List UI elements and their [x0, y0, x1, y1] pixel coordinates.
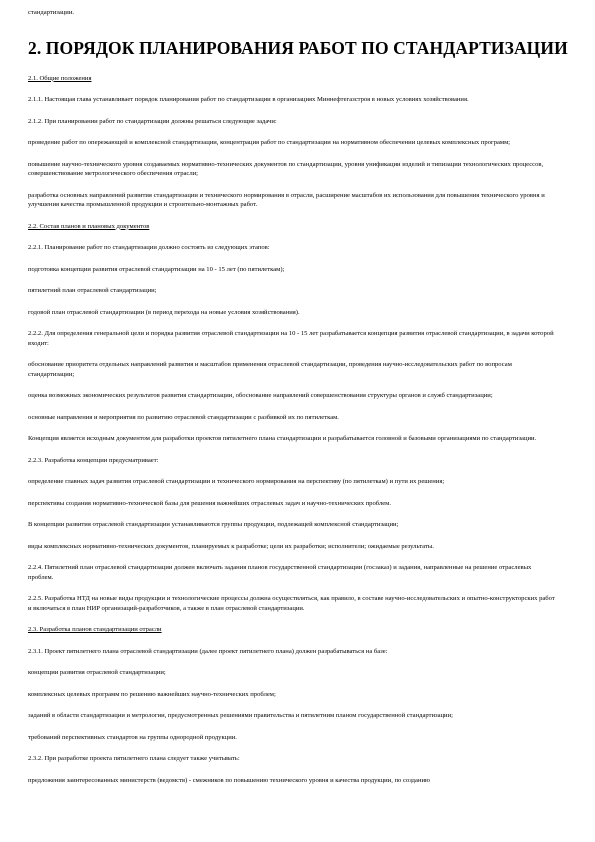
paragraph: Концепция является исходным документом для разработки проектов пятилетнего плана стандартизации и разрабатывается головной и базовыми организациями по стандартизации. — [28, 435, 537, 442]
previous-text-tail: стандартизации. — [28, 9, 75, 16]
paragraph: 2.1.2. При планировании работ по стандартизации должны решаться следующие задачи: — [28, 117, 277, 125]
paragraph: 2.2.4. Пятилетний план отраслевой стандартизации должен включать задания планов государственной стандартизации (госзаказ) и задания, направленные на решение отраслевых проблем. — [28, 564, 532, 581]
paragraph: повышение научно-технического уровня создаваемых нормативно-технических документов по стандартизации, уровня унификации изделий и типизации технологических процессов, совершенствование метрологического обеспечения отрасли; — [28, 160, 544, 177]
paragraph: 2.2.3. Разработка концепции предусматривает: — [28, 456, 159, 464]
paragraph: годовой план отраслевой стандартизации (в период перехода на новые условия хозяйствования). — [28, 308, 300, 316]
paragraph: 2.1.1. Настоящая глава устанавливает порядок планирования работ по стандартизации в организациях Миннефтегазстроя в новых условиях хозяйствования. — [28, 96, 469, 103]
paragraph: определение главных задач развития отраслевой стандартизации и технического нормирования на перспективу (по пятилеткам) и пути их решения; — [28, 478, 445, 485]
paragraph: 2.2.2. Для определения генеральной цели и порядка развития отраслевой стандартизации на 10 - 15 лет разрабатывается концепция развития отраслевой стандартизации, в задачи которой входит: — [28, 330, 554, 347]
paragraph: требований перспективных стандартов на группы однородной продукции. — [28, 733, 237, 741]
paragraph: пятилетний план отраслевой стандартизации; — [28, 287, 157, 294]
paragraph: проведение работ по опережающей и комплексной стандартизации, концентрация работ по стандартизации на нормативном обеспечении целевых комплексных программ; — [28, 139, 511, 146]
paragraph: 2.2.1. Планирование работ по стандартизации должно состоять из следующих этапов: — [28, 244, 270, 251]
paragraph: перспективы создания нормативно-технической базы для решения важнейших отраслевых задач и научно-технических проблем. — [28, 499, 391, 507]
paragraph: разработка основных направлений развития стандартизации и технического нормирования в отрасли, расширение масштабов их использования для повышения технического уровня и улучшения качества промышленной продукции и строительно-монтажных работ. — [28, 191, 545, 208]
paragraph: 2.3.1. Проект пятилетнего плана отраслевой стандартизации (далее проект пятилетнего плана) должен разрабатываться на базе: — [28, 647, 388, 655]
paragraph: обоснование приоритета отдельных направлений развития и масштабов применения отраслевой стандартизации, проведения научно-исследовательских работ по вопросам стандартизации; — [28, 361, 512, 378]
paragraph: основные направления и мероприятия по развитию отраслевой стандартизации с разбивкой их по пятилеткам. — [28, 413, 339, 421]
paragraph: В концепции развития отраслевой стандартизации устанавливаются группы продукции, подлежащей комплексной стандартизации; — [28, 521, 399, 528]
paragraph: 2.2.5. Разработка НТД на новые виды продукции и технологические процессы должна осуществляться, как правило, в составе научно-исследовательских и опытно-конструкторских работ и включаться в план НИР организаций-разработчиков, а также в план отраслевой стандартизации. — [28, 595, 555, 612]
paragraph: предложения заинтересованных министерств (ведомств) - смежников по повышению технического уровня и качества продукции, по созданию — [28, 776, 430, 784]
document-body — [28, 74, 558, 786]
paragraph: виды комплексных нормативно-технических документов, планируемых к разработке; цели их разработки; исполнители; ожидаемые результаты. — [28, 542, 434, 550]
paragraph: 2.3.2. При разработке проекта пятилетнего плана следует также учитывать: — [28, 755, 240, 762]
paragraph: комплексных целевых программ по решению важнейших научно-технических проблем; — [28, 690, 276, 698]
paragraph: концепции развития отраслевой стандартизации; — [28, 669, 166, 676]
chapter-title: 2. ПОРЯДОК ПЛАНИРОВАНИЯ РАБОТ ПО СТАНДАРТИЗАЦИИ — [28, 37, 568, 58]
paragraph: заданий в области стандартизации и метрологии, предусмотренных решениями правительства и пятилетним планом государственной стандартизации; — [28, 712, 453, 719]
section-heading: 2.2. Состав планов и плановых документов — [28, 222, 150, 230]
section-heading: 2.1. Общие положения — [28, 74, 92, 82]
paragraph: подготовка концепции развития отраслевой стандартизации на 10 - 15 лет (по пятилеткам); — [28, 265, 285, 273]
paragraph: оценка возможных экономических результатов развития стандартизации, обоснование направлений совершенствования структуры органов и служб стандартизации; — [28, 392, 493, 399]
document-page — [28, 8, 568, 797]
section-heading: 2.3. Разработка планов стандартизации отрасли — [28, 626, 162, 633]
